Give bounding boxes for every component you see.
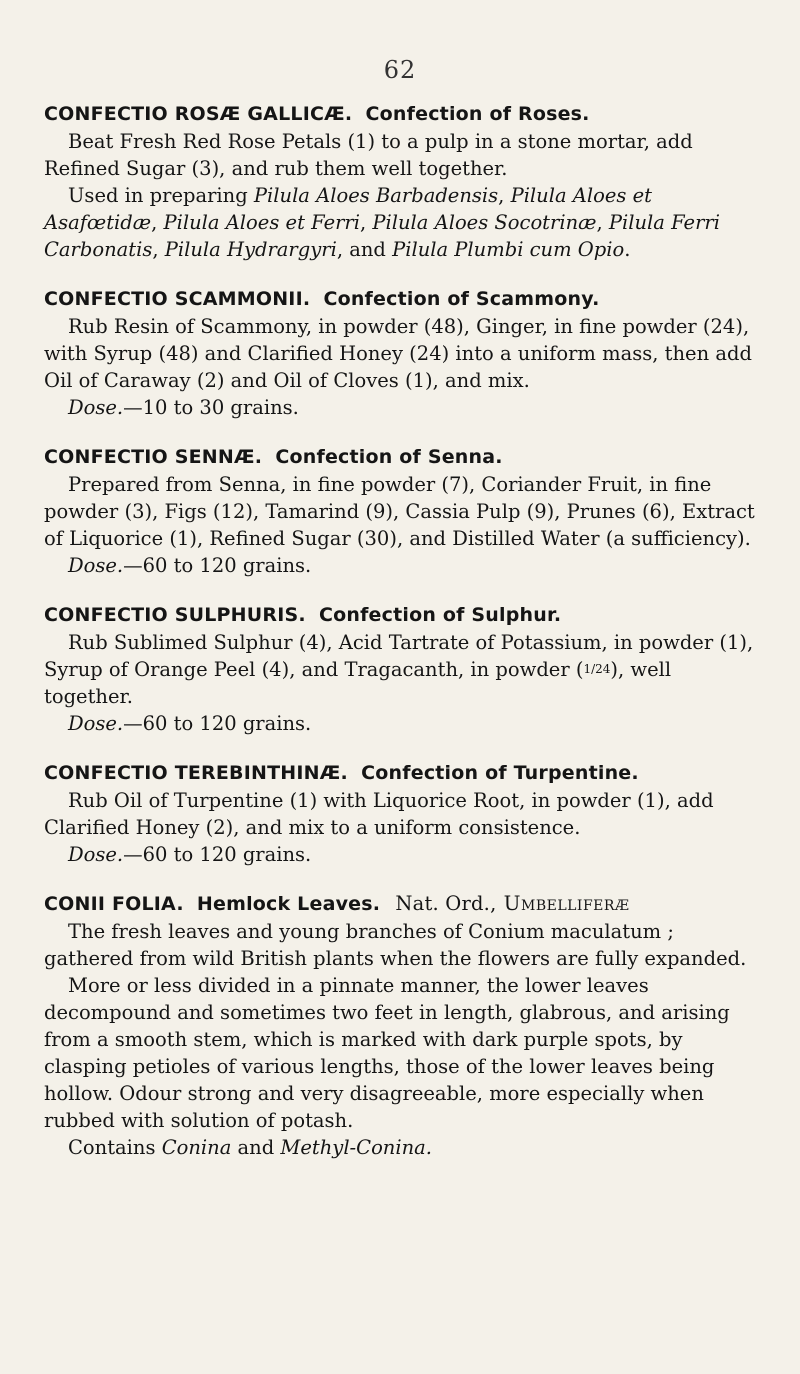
entry-latin-title: CONFECTIO SCAMMONII.	[44, 288, 311, 310]
natural-order-label: Nat. Ord.,	[395, 892, 497, 915]
entry-heading	[44, 443, 758, 471]
paragraph-lead: Used in preparing	[68, 184, 248, 207]
entry-paragraph	[44, 1134, 758, 1161]
dose-text: —60 to 120 grains.	[123, 554, 312, 577]
entry-confectio-sulphuris	[44, 601, 758, 737]
preparation-name: Pilula Plumbi cum Opio	[392, 238, 625, 261]
entry-paragraph: More or less divided in a pinnate manner, the lower leaves decompound and sometimes two feet in length, glabrous, and arising from a smooth stem, which is marked with dark purple spots, by clasping petioles of various lengths, those of the lower leaves being hollow. Odour strong and very disagreeable, more especially when rubbed with solution of potash.	[44, 974, 730, 1132]
entry-confectio-scammonii	[44, 285, 758, 421]
preparation-name: Pilula Aloes et Asafœtidæ	[44, 184, 652, 234]
conjunction: and	[349, 238, 386, 261]
entry-confectio-terebinthinae	[44, 759, 758, 868]
dose-label: Dose.	[68, 396, 124, 419]
entry-latin-title: CONFECTIO TEREBINTHINÆ.	[44, 762, 348, 784]
entry-english-title: Confection of Turpentine.	[361, 762, 639, 784]
entry-paragraph	[44, 629, 758, 710]
entry-heading	[44, 601, 758, 629]
preparation-name: Pilula Ferri Carbonatis	[44, 211, 720, 261]
entry-paragraph: Used in preparing Pilula Aloes Barbadensis, Pilula Aloes et Asafœtidæ, Pilula Aloes et Ferri, Pilula Aloes Socotrinæ, Pilula Ferri Carbonatis, Pilula Hydrargyri, and Pilula Plumbi cum Opio.	[44, 184, 720, 261]
entry-english-title: Confection of Roses.	[365, 103, 590, 125]
entry-conii-folia	[44, 890, 758, 1161]
preparation-name: Pilula Aloes et Ferri	[163, 211, 360, 234]
dose-text: —60 to 120 grains.	[123, 712, 312, 735]
natural-order-name: Umbelliferæ	[503, 891, 630, 915]
fraction: 1/24	[583, 662, 611, 676]
entry-english-title: Confection of Scammony.	[323, 288, 600, 310]
dose-line	[44, 841, 758, 868]
page-number: 62	[383, 56, 417, 84]
entry-heading	[44, 890, 758, 918]
page-content	[44, 100, 758, 1161]
dose-line	[44, 394, 758, 421]
entry-latin-title: CONFECTIO SULPHURIS.	[44, 604, 306, 626]
entry-paragraph: Rub Resin of Scammony, in powder (48), Ginger, in fine powder (24), with Syrup (48) and Clarified Honey (24) into a uniform mass, then add Oil of Caraway (2) and Oil of Cloves (1), and mix.	[44, 315, 752, 392]
entry-heading	[44, 285, 758, 313]
entry-latin-title: CONFECTIO SENNÆ.	[44, 446, 263, 468]
entry-latin-title: CONII FOLIA.	[44, 893, 184, 915]
entry-english-title: Confection of Senna.	[275, 446, 503, 468]
dose-text: —10 to 30 grains.	[123, 396, 299, 419]
dose-line	[44, 710, 758, 737]
dose-text: —60 to 120 grains.	[123, 843, 312, 866]
entry-latin-title: CONFECTIO ROSÆ GALLICÆ.	[44, 103, 353, 125]
dose-label: Dose.	[68, 843, 124, 866]
entry-paragraph: The fresh leaves and young branches of Conium maculatum ; gathered from wild British plants when the flowers are fully expanded.	[44, 920, 747, 970]
paragraph-text: ), well together.	[44, 658, 672, 708]
conjunction: and	[237, 1136, 275, 1159]
entry-english-title: Confection of Sulphur.	[318, 604, 562, 626]
preparation-name: Pilula Aloes Barbadensis	[253, 184, 499, 207]
entry-paragraph: Prepared from Senna, in fine powder (7), Coriander Fruit, in fine powder (3), Figs (12), Tamarind (9), Cassia Pulp (9), Prunes (6), Extract of Liquorice (1), Refined Sugar (30), and Distilled Water (a sufficiency).	[44, 473, 755, 550]
entry-heading	[44, 759, 758, 787]
paragraph-text: Rub Sublimed Sulphur (4), Acid Tartrate of Potassium, in powder (1), Syrup of Orange Peel (4), and Tragacanth, in powder (	[44, 631, 754, 681]
constituent-name: Conina	[161, 1136, 232, 1159]
dose-label: Dose.	[68, 554, 124, 577]
entry-confectio-rosae-gallicae	[44, 100, 758, 263]
paragraph-lead: Contains	[68, 1136, 156, 1159]
dose-label: Dose.	[68, 712, 124, 735]
preparation-name: Pilula Hydrargyri	[164, 238, 337, 261]
entry-confectio-sennae	[44, 443, 758, 579]
preparation-name: Pilula Aloes Socotrinæ	[372, 211, 597, 234]
constituent-name: Methyl-Conina.	[280, 1136, 432, 1159]
entry-paragraph: Beat Fresh Red Rose Petals (1) to a pulp in a stone mortar, add Refined Sugar (3), and rub them well together.	[44, 130, 693, 180]
dose-line	[44, 552, 758, 579]
entry-english-title: Hemlock Leaves.	[196, 893, 381, 915]
entry-paragraph: Rub Oil of Turpentine (1) with Liquorice Root, in powder (1), add Clarified Honey (2), and mix to a uniform consistence.	[44, 789, 714, 839]
entry-heading	[44, 100, 758, 128]
